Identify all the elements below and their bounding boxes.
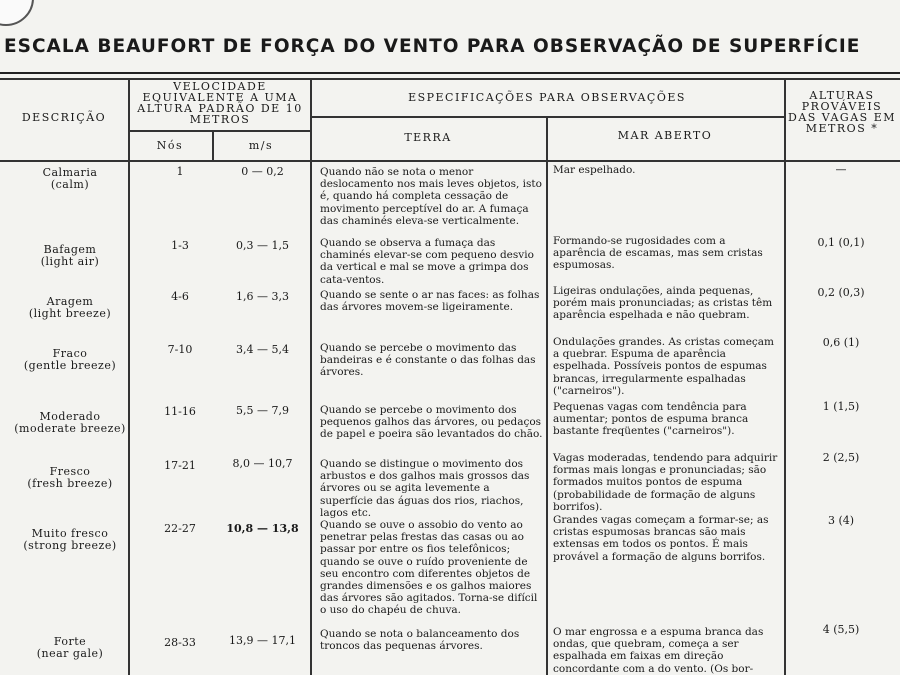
row-fresco-ms: 8,0 — 10,7 [232,457,293,470]
row-muito-fresco-sea: Grandes vagas começam a formar-se; as cristas espumosas brancas são mais extensas em todos os pontos. É mais provável a formação de alguns borrifos. [553,514,769,563]
row-fresco-land: Quando se distingue o movimento dos arbustos e dos galhos mais grossos das árvores ou se agita levemente a superfície das águas dos rios, riachos, lagos etc. [320,458,530,519]
row-aragem-land: Quando se sente o ar nas faces: as folhas das árvores movem-se ligeiramente. [320,289,540,314]
desc-pt: Calmaria [42,166,98,179]
row-moderado-knots: 11-16 [164,405,196,418]
row-muito-fresco-knots: 22-27 [164,522,196,535]
desc-en: (gentle breeze) [23,359,117,373]
header-descricao: DESCRIÇÃO [21,111,107,124]
row-aragem-knots: 4-6 [171,290,189,303]
row-bafagem-desc [10,244,130,268]
row-aragem-sea: Ligeiras ondulações, ainda pequenas, porém mais pronunciadas; as cristas têm aparência espelhada e não quebram. [553,285,773,322]
row-fraco-ms: 3,4 — 5,4 [236,343,289,356]
row-fraco-knots: 7-10 [167,343,193,356]
beaufort-table [0,78,900,675]
row-calmaria-sea: Mar espelhado. [553,164,636,176]
header-mar: MAR ABERTO [617,129,713,142]
desc-en: (light breeze) [28,307,112,321]
row-bafagem-knots: 1-3 [171,239,189,252]
row-muito-fresco-land: Quando se ouve o assobio do vento ao penetrar pelas frestas das casas ou ao passar por entre os fios telefônicos; quando se ouve o ruído proveniente de seu encontro com diferentes objetos de grandes dimensões e os galhos maiores das árvores são agitados. Torna-se difícil o uso do chapéu de chuva. [320,519,538,617]
desc-pt: Fresco [49,465,91,478]
row-fraco-waves: 0,6 (1) [822,336,860,349]
row-aragem-ms: 1,6 — 3,3 [236,290,289,303]
row-muito-fresco-ms: 10,8 — 13,8 [226,522,299,535]
desc-pt: Aragem [46,295,94,308]
col-divider-3 [310,78,312,675]
row-moderado-sea: Pequenas vagas com tendência para aumentar; pontos de espuma branca bastante freqüentes ("carneiros"). [553,401,749,438]
row-forte-land: Quando se nota o balanceamento dos troncos das pequenas árvores. [320,628,520,653]
desc-en: (calm) [50,178,90,192]
row-calmaria-waves: — [835,163,847,176]
header-alturas: ALTURAS PROVÁVEIS DAS VAGAS EM METROS * [788,89,896,135]
desc-en: (light air) [40,255,100,269]
row-calmaria-desc [10,167,130,191]
desc-pt: Muito fresco [31,527,109,540]
header-terra: TERRA [404,131,452,144]
row-moderado-land: Quando se percebe o movimento dos pequenos galhos das árvores, ou pedaços de papel e poeira são levantados do chão. [320,404,543,441]
row-fresco-desc [10,466,130,490]
header-nos: Nós [156,139,184,152]
row-muito-fresco-waves: 3 (4) [827,514,855,527]
row-bafagem-ms: 0,3 — 1,5 [236,239,289,252]
row-moderado-waves: 1 (1,5) [822,400,860,413]
row-forte-desc [10,636,130,660]
col-divider-4 [546,116,548,675]
row-moderado-desc [10,411,130,435]
header-especificacoes: ESPECIFICAÇÕES PARA OBSERVAÇÕES [408,91,686,104]
speed-subheader-rule [128,130,310,132]
desc-en: (moderate breeze) [14,422,126,436]
row-fresco-waves: 2 (2,5) [822,451,860,464]
desc-pt: Moderado [39,410,101,423]
row-bafagem-waves: 0,1 (0,1) [817,236,865,249]
row-forte-waves: 4 (5,5) [822,623,860,636]
desc-pt: Bafagem [43,243,97,256]
desc-pt: Forte [53,635,87,648]
row-aragem-desc [10,296,130,320]
row-fresco-knots: 17-21 [164,459,196,472]
row-muito-fresco-desc [10,528,130,552]
row-forte-sea: O mar engrossa e a espuma branca das ondas, que quebram, começa a ser espalhada em faixas em direção concordante com a do vento. (Os bor- [553,626,764,675]
desc-en: (fresh breeze) [27,477,113,491]
row-aragem-waves: 0,2 (0,3) [817,286,865,299]
row-fresco-sea: Vagas moderadas, tendendo para adquirir formas mais longas e pronunciadas; são formados muitos pontos de espuma (probabilidade de formação de alguns borrifos). [553,452,778,513]
desc-en: (near gale) [36,647,104,661]
header-ms: m/s [248,139,274,152]
header-top-rule [0,78,900,80]
desc-pt: Fraco [52,347,88,360]
header-velocidade: VELOCIDADE EQUIVALENTE A UMA ALTURA PADRÃO DE 10 METROS [137,80,303,126]
row-forte-ms: 13,9 — 17,1 [229,634,296,647]
row-moderado-ms: 5,5 — 7,9 [236,404,289,417]
title-divider [0,72,900,74]
row-calmaria-knots: 1 [176,165,184,178]
row-calmaria-ms: 0 — 0,2 [241,165,284,178]
row-fraco-land: Quando se percebe o movimento das bandeiras e é constante o das folhas das árvores. [320,342,536,379]
logo-seal [0,0,34,26]
row-fraco-sea: Ondulações grandes. As cristas começam a quebrar. Espuma de aparência espelhada. Possíveis pontos de espumas brancas, irregularmente espalhadas ("carneiros"). [553,336,775,397]
row-fraco-desc [10,348,130,372]
row-forte-knots: 28-33 [164,636,196,649]
page-title: ESCALA BEAUFORT DE FORÇA DO VENTO PARA OBSERVAÇÃO DE SUPERFÍCIE [4,36,861,57]
desc-en: (strong breeze) [23,539,117,553]
row-bafagem-land: Quando se observa a fumaça das chaminés elevar-se com pequeno desvio da vertical e mal se move a grimpa dos cata-ventos. [320,237,534,286]
row-bafagem-sea: Formando-se rugosidades com a aparência de escamas, mas sem cristas espumosas. [553,235,763,272]
row-calmaria-land: Quando não se nota o menor deslocamento nos mais leves objetos, isto é, quando há completa cessação de movimento perceptível do ar. A fumaça das chaminés eleva-se verticalmente. [320,166,542,227]
header-bottom-rule [0,160,900,162]
